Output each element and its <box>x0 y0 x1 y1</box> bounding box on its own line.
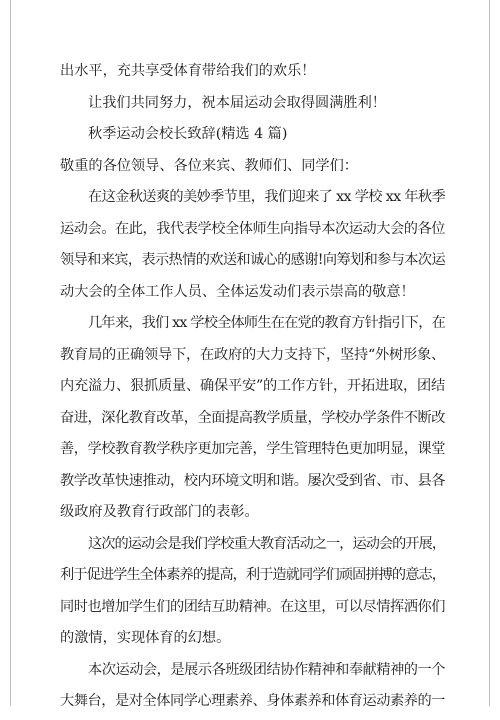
text-line: 内充溢力、狠抓质量、确保平安”的工作方针，开拓进取，团结 <box>60 378 445 394</box>
text-line: 领导和来宾，表示热情的欢送和诚心的感谢!向筹划和参与本次运 <box>60 252 445 268</box>
text-line: 同时也增加学生们的团结互助精神。在这里，可以尽情挥洒你们 <box>60 598 445 615</box>
document-body <box>60 58 445 720</box>
text-line: 动大会的全体工作人员、全体运发动们表示崇高的敬意！ <box>60 283 415 300</box>
text-line: 大舞台，是对全体同学心理素养、身体素养和体育运动素养的一 <box>60 693 445 709</box>
text-line: 的激情，实现体育的幻想。 <box>60 630 231 646</box>
text-line: 出水平，充共享受体育带给我们的欢乐！ <box>60 63 316 79</box>
article-title: 秋季运动会校长致辞(精选 4 篇) <box>88 126 288 142</box>
text-line: 让我们共同努力，祝本届运动会取得圆满胜利！ <box>88 94 386 111</box>
text-line: 本次运动会，是展示各班级团结协作精神和奉献精神的一个 <box>88 661 445 678</box>
text-line: 善，学校教育教学秩序更加完善，学生管理特色更加明显，课堂 <box>60 441 445 457</box>
text-line: 利于促进学生全体素养的提高，利于造就同学们顽固拼搏的意志， <box>60 567 445 583</box>
text-line: 教育局的正确领导下，在政府的大力支持下，坚持“外树形象、 <box>60 346 445 363</box>
text-line: 几年来，我们 xx 学校全体师生在在党的教育方针指引下，在 <box>88 315 445 331</box>
text-line: 在这金秋送爽的美妙季节里，我们迎来了 xx 学校 xx 年秋季 <box>88 189 445 205</box>
text-line: 奋进，深化教育改革，全面提高教学质量，学校办学条件不断改 <box>60 409 445 426</box>
text-line: 这次的运动会是我们学校重大教育活动之一，运动会的开展， <box>88 535 445 552</box>
salutation: 敬重的各位领导、各位来宾、教师们、同学们： <box>60 157 358 174</box>
text-line: 运动会。在此，我代表学校全体师生向指导本次运动大会的各位 <box>60 220 445 237</box>
text-line: 级政府及教育行政部门的表彰。 <box>60 504 259 520</box>
text-line: 教学改革快速推动，校内环境文明和谐。屡次受到省、市、县各 <box>60 472 445 489</box>
